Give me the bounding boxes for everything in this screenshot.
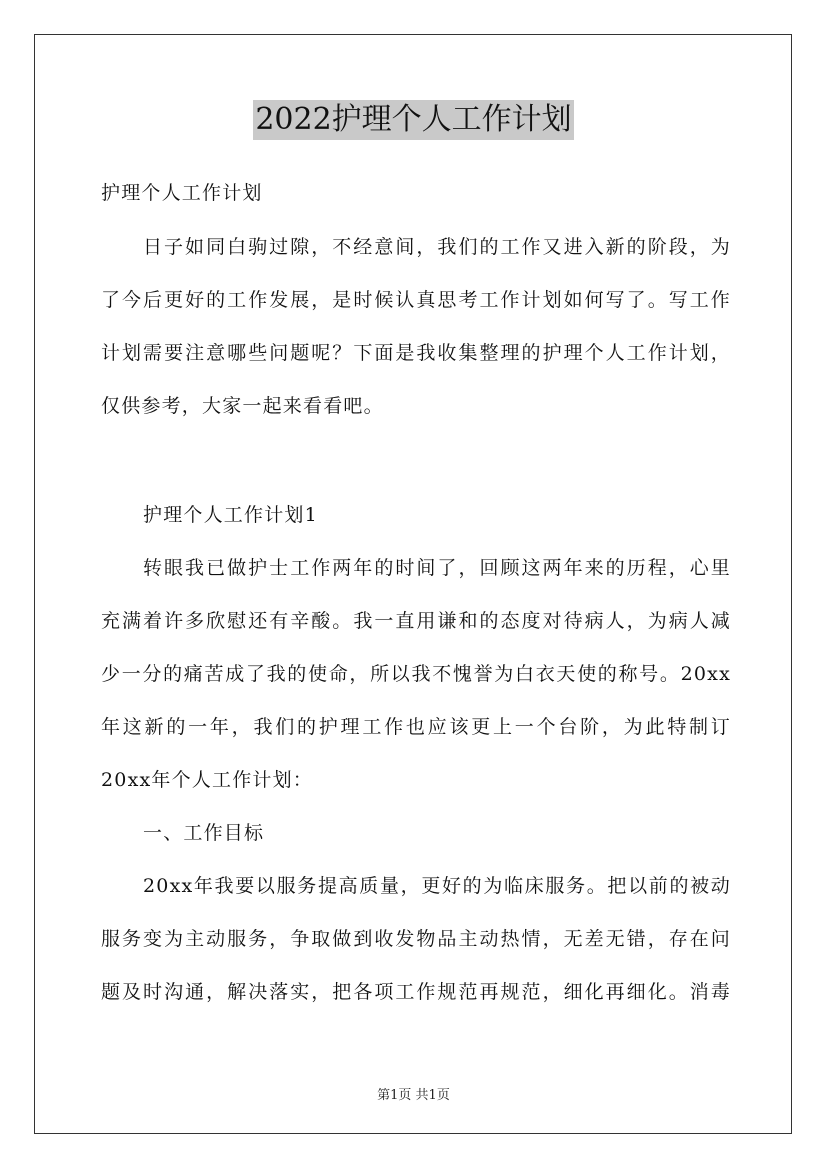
section1-heading-block [101, 497, 731, 533]
text-line: 年这新的一年，我们的护理工作也应该更上一个台阶，为此特制订 [101, 716, 731, 738]
section1-paragraph [101, 550, 731, 798]
section1-heading: 护理个人工作计划1 [143, 504, 318, 526]
intro-paragraph [101, 229, 731, 424]
title-container [0, 100, 827, 140]
page-footer: 第1页 共1页 [377, 1088, 450, 1103]
goal-heading: 一、工作目标 [143, 822, 265, 844]
text-line: 20xx年我要以服务提高质量，更好的为临床服务。把以前的被动 [143, 875, 731, 897]
goal-paragraph [101, 868, 731, 1010]
goal-heading-block [101, 815, 731, 851]
document-title: 2022护理个人工作计划 [253, 100, 573, 140]
text-line: 转眼我已做护士工作两年的时间了，回顾这两年来的历程，心里 [143, 557, 731, 579]
spacer [101, 441, 731, 497]
text-line: 日子如同白驹过隙，不经意间，我们的工作又进入新的阶段，为 [143, 236, 731, 258]
text-line: 充满着许多欣慰还有辛酸。我一直用谦和的态度对待病人，为病人减 [101, 610, 731, 632]
text-line: 服务变为主动服务，争取做到收发物品主动热情，无差无错，存在问 [101, 928, 731, 950]
text-line: 20xx年个人工作计划： [101, 769, 314, 791]
document-body [101, 175, 731, 1027]
text-line: 了今后更好的工作发展，是时候认真思考工作计划如何写了。写工作 [101, 289, 731, 311]
text-line: 题及时沟通，解决落实，把各项工作规范再规范，细化再细化。消毒 [101, 981, 731, 1003]
document-subtitle: 护理个人工作计划 [101, 182, 263, 204]
text-line: 仅供参考，大家一起来看看吧。 [101, 395, 384, 417]
text-line: 少一分的痛苦成了我的使命，所以我不愧誉为白衣天使的称号。20xx [101, 663, 731, 685]
text-line: 计划需要注意哪些问题呢？下面是我收集整理的护理个人工作计划， [101, 342, 731, 364]
